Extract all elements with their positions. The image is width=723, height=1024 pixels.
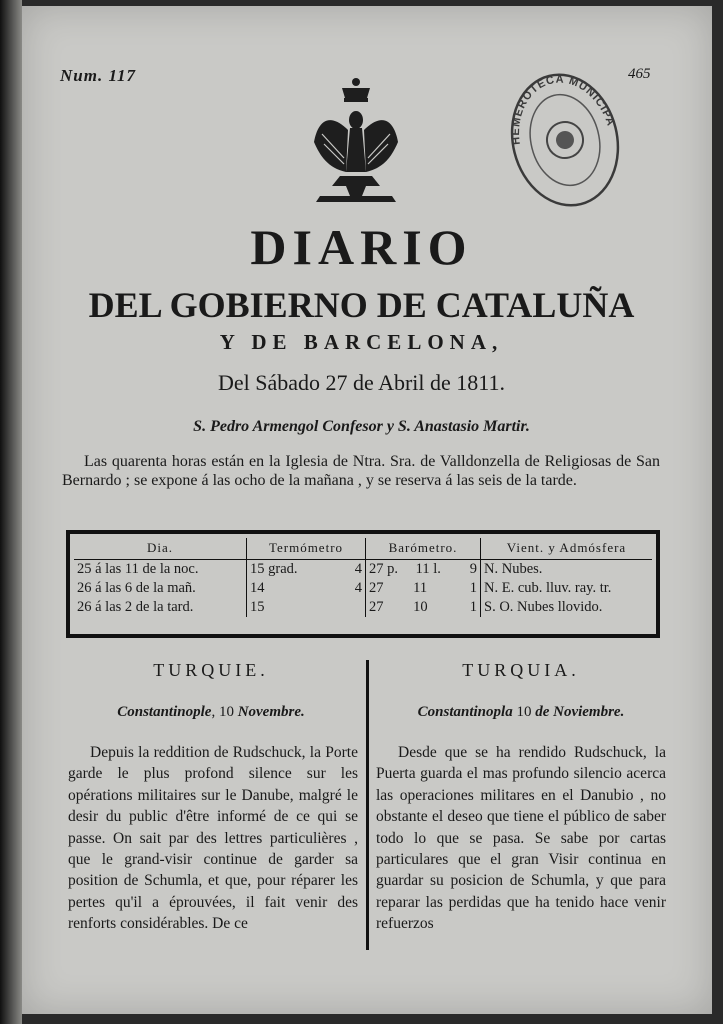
cell-barometro: 27 11 1 [366,579,481,598]
table-row [74,560,652,580]
header-dia: Dia. [74,538,247,560]
cell-termometro: 15 [247,598,366,617]
book-spine [0,0,22,1024]
cell-viento: N. E. cub. lluv. ray. tr. [481,579,653,598]
table-row [74,598,652,617]
masthead-subtitle-barcelona: Y DE BARCELONA, [219,330,504,354]
cell-dia: 26 á las 6 de la mañ. [77,580,196,596]
masthead-title: DIARIO [250,219,473,275]
cell-barometro: 27 10 1 [366,598,481,617]
issue-date: Del Sábado 27 de Abril de 1811. [218,370,505,395]
cell-dia: 25 á las 11 de la noc. [77,561,199,577]
masthead-subtitle: DEL GOBIERNO DE CATALUÑA [88,285,635,325]
saints-of-day: S. Pedro Armengol Confesor y S. Anastasio Martir. [193,418,530,435]
left-column-heading: TURQUIE. [153,660,269,680]
right-column-body: Desde que se ha rendido Rudschuck, la Puerta guarda el mas profundo silencio acerca las operaciones militares en el Danubio , no obstante el deseo que tiene el público de saber todo lo que se pasa. Se sabe por cartas particulares que el gran Visir continua en guardar su posicion de Schumla, y que para reparar las perdidas que ha tenido hace venir refuerzos [376,744,666,933]
column-divider [366,660,369,950]
weather-table [66,530,660,638]
notice-paragraph: Las quarenta horas están en la Iglesia de Ntra. Sra. de Valldonzella de Religiosas de San Bernardo ; se expone á las ocho de la mañana , y se reserva á las seis de la tarde. [62,453,660,489]
cell-viento: S. O. Nubes llovido. [481,598,653,617]
left-column-dateline: Constantinople, 10 Novembre. [117,704,305,720]
left-column-body: Depuis la reddition de Rudschuck, la Porte garde le plus profond silence sur les opérations militaires sur le Danube, malgré le desir du public d'être informé de ce qui se passe. On sait par des lettres particulières , que le grand-visir continue de garder sa position de Schumla, et que, pour réparer les pertes qu'il a éprouvées, il fait venir des renforts considérables. De ce [68,744,358,933]
cell-termometro: 15 grad. 4 [247,560,366,580]
stamp-text: HEMEROTECA MUNICIPAL [510,73,617,146]
cell-termometro: 14 4 [247,579,366,598]
cell-barometro: 27 p. 11 l. 9 [366,560,481,580]
table-row [74,579,652,598]
page-number: 465 [628,66,651,82]
header-viento: Vient. y Admósfera [481,538,653,560]
header-barometro: Barómetro. [366,538,481,560]
header-termometro: Termómetro [247,538,366,560]
cell-viento: N. Nubes. [481,560,653,580]
cell-dia: 26 á las 2 de la tard. [77,599,194,615]
right-column-dateline: Constantinopla 10 de Noviembre. [417,704,625,720]
eagle-emblem-icon [310,72,402,212]
issue-number: Num. 117 [60,66,137,85]
library-stamp-icon [506,66,624,214]
right-column-heading: TURQUIA. [462,660,580,680]
